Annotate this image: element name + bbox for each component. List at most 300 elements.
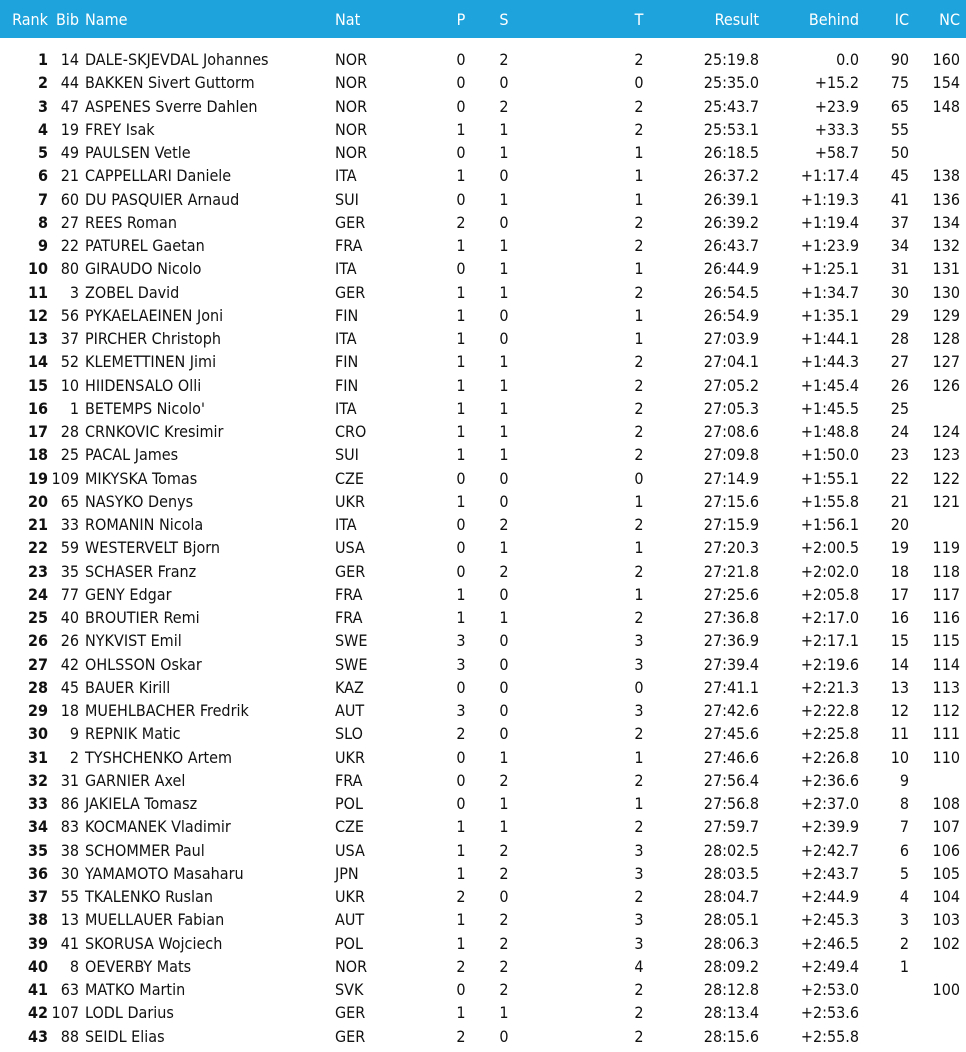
total-misses-cell: 1 — [634, 491, 644, 511]
athlete-name-cell: SCHASER Franz — [85, 561, 197, 581]
standing-misses-cell: 2 — [499, 910, 509, 930]
rank-cell: 32 — [27, 770, 48, 790]
nc-points-cell: 134 — [932, 212, 960, 232]
total-misses-cell: 3 — [634, 631, 644, 651]
standing-misses-cell: 0 — [499, 701, 509, 720]
bib-cell: 40 — [60, 608, 79, 627]
table-row — [0, 117, 966, 140]
nation-cell: SWE — [335, 654, 368, 674]
ic-points-cell: 21 — [890, 491, 909, 511]
standing-misses-cell: 0 — [499, 329, 509, 348]
ic-points-cell: 17 — [890, 584, 909, 604]
nc-points-cell: 103 — [932, 910, 960, 930]
result-time-cell: 26:39.2 — [703, 212, 759, 232]
athlete-name-cell: MATKO Martin — [85, 980, 186, 999]
nation-cell: AUT — [335, 701, 365, 720]
behind-cell: +2:39.9 — [800, 817, 859, 837]
behind-cell: +23.9 — [814, 96, 859, 116]
total-misses-cell: 1 — [634, 538, 644, 558]
behind-cell: 0.0 — [836, 50, 859, 69]
bib-cell: 21 — [60, 166, 79, 186]
result-time-cell: 28:06.3 — [703, 933, 759, 953]
ic-points-cell: 22 — [890, 468, 909, 488]
ic-points-cell: 5 — [899, 863, 909, 883]
prone-misses-cell: 2 — [456, 212, 466, 232]
result-time-cell: 27:39.4 — [703, 654, 759, 674]
nc-points-cell: 119 — [932, 538, 960, 558]
standing-misses-cell: 0 — [499, 305, 509, 325]
total-misses-cell: 2 — [634, 608, 644, 627]
prone-misses-cell: 1 — [456, 608, 466, 627]
nation-cell: SUI — [335, 445, 359, 465]
behind-cell: +2:42.7 — [800, 840, 859, 860]
nation-cell: FIN — [335, 352, 359, 372]
bib-cell: 13 — [60, 910, 79, 930]
result-time-cell: 27:05.3 — [703, 398, 759, 418]
nc-points-cell: 124 — [932, 422, 960, 441]
behind-cell: +1:56.1 — [800, 515, 859, 534]
rank-cell: 25 — [27, 608, 48, 627]
nc-points-cell: 122 — [932, 468, 960, 488]
rank-cell: 15 — [27, 375, 48, 395]
rank-cell: 38 — [27, 910, 48, 930]
nation-cell: POL — [335, 794, 364, 813]
table-row — [0, 47, 966, 70]
result-time-cell: 27:05.2 — [703, 375, 759, 395]
standing-misses-cell: 0 — [499, 212, 509, 232]
nc-points-cell: 127 — [932, 352, 960, 372]
rank-cell: 40 — [27, 956, 48, 976]
rank-cell: 36 — [27, 863, 48, 883]
result-time-cell: 28:13.4 — [703, 1003, 759, 1023]
prone-misses-cell: 2 — [456, 1026, 466, 1046]
ic-points-cell: 6 — [899, 840, 909, 860]
prone-misses-cell: 1 — [456, 445, 466, 465]
behind-cell: +1:45.4 — [800, 375, 859, 395]
behind-cell: +2:05.8 — [800, 584, 859, 604]
bib-cell: 44 — [60, 73, 79, 93]
behind-cell: +2:43.7 — [800, 863, 859, 883]
total-misses-cell: 2 — [634, 236, 644, 255]
bib-cell: 80 — [60, 259, 79, 279]
prone-misses-cell: 1 — [456, 817, 466, 837]
result-time-cell: 25:43.7 — [703, 96, 759, 116]
behind-cell: +2:53.6 — [800, 1003, 859, 1023]
ic-points-cell: 41 — [890, 189, 909, 209]
standing-misses-cell: 0 — [499, 584, 509, 604]
rank-cell: 4 — [37, 119, 48, 139]
ic-points-cell: 20 — [890, 515, 909, 534]
nation-cell: GER — [335, 1026, 366, 1046]
standing-misses-cell: 2 — [499, 980, 509, 999]
bib-cell: 9 — [69, 724, 79, 744]
nation-cell: FIN — [335, 375, 359, 395]
bib-cell: 26 — [60, 631, 79, 651]
standing-misses-cell: 0 — [499, 887, 509, 906]
nc-points-cell: 111 — [932, 724, 960, 744]
nc-points-cell: 131 — [932, 259, 960, 279]
result-time-cell: 28:02.5 — [703, 840, 759, 860]
nation-cell: SWE — [335, 631, 368, 651]
result-time-cell: 27:56.4 — [703, 770, 759, 790]
behind-cell: +1:23.9 — [800, 236, 859, 255]
table-row — [0, 512, 966, 535]
rank-cell: 34 — [27, 817, 48, 837]
rank-cell: 30 — [27, 724, 48, 744]
behind-cell: +2:17.0 — [800, 608, 859, 627]
standing-misses-cell: 1 — [499, 259, 509, 279]
standing-misses-cell: 2 — [499, 50, 509, 69]
rank-cell: 6 — [37, 166, 48, 186]
prone-misses-cell: 0 — [456, 189, 466, 209]
ic-points-cell: 1 — [899, 956, 909, 976]
header-ic: IC — [894, 10, 909, 29]
rank-cell: 2 — [37, 73, 48, 93]
prone-misses-cell: 1 — [456, 840, 466, 860]
total-misses-cell: 2 — [634, 119, 644, 139]
rank-cell: 3 — [37, 96, 48, 116]
standing-misses-cell: 0 — [499, 724, 509, 744]
total-misses-cell: 4 — [634, 956, 644, 976]
table-row — [0, 140, 966, 163]
athlete-name-cell: NYKVIST Emil — [85, 631, 182, 651]
total-misses-cell: 2 — [634, 375, 644, 395]
standing-misses-cell: 1 — [499, 747, 509, 767]
result-time-cell: 27:03.9 — [703, 329, 759, 348]
ic-points-cell: 28 — [890, 329, 909, 348]
standing-misses-cell: 1 — [499, 119, 509, 139]
table-row — [0, 721, 966, 744]
standing-misses-cell: 0 — [499, 1026, 509, 1046]
behind-cell: +2:26.8 — [800, 747, 859, 767]
nc-points-cell: 138 — [932, 166, 960, 186]
prone-misses-cell: 1 — [456, 1003, 466, 1023]
table-row — [0, 70, 966, 93]
total-misses-cell: 1 — [634, 166, 644, 186]
ic-points-cell: 13 — [890, 677, 909, 697]
ic-points-cell: 24 — [890, 422, 909, 441]
athlete-name-cell: MIKYSKA Tomas — [85, 468, 198, 488]
ic-points-cell: 27 — [890, 352, 909, 372]
behind-cell: +2:22.8 — [800, 701, 859, 720]
rank-cell: 22 — [27, 538, 48, 558]
rank-cell: 8 — [37, 212, 48, 232]
rank-cell: 9 — [37, 236, 48, 255]
athlete-name-cell: DU PASQUIER Arnaud — [85, 189, 240, 209]
table-row — [0, 1024, 966, 1047]
standing-misses-cell: 2 — [499, 515, 509, 534]
table-row — [0, 163, 966, 186]
prone-misses-cell: 1 — [456, 910, 466, 930]
athlete-name-cell: ROMANIN Nicola — [85, 515, 204, 534]
bib-cell: 31 — [60, 770, 79, 790]
result-time-cell: 28:05.1 — [703, 910, 759, 930]
behind-cell: +1:55.1 — [800, 468, 859, 488]
bib-cell: 88 — [60, 1026, 79, 1046]
behind-cell: +2:44.9 — [800, 887, 859, 906]
bib-cell: 37 — [60, 329, 79, 348]
prone-misses-cell: 1 — [456, 863, 466, 883]
behind-cell: +2:37.0 — [800, 794, 859, 813]
standing-misses-cell: 1 — [499, 189, 509, 209]
ic-points-cell: 29 — [890, 305, 909, 325]
bib-cell: 65 — [60, 491, 79, 511]
nc-points-cell: 130 — [932, 282, 960, 302]
bib-cell: 22 — [60, 236, 79, 255]
nation-cell: JPN — [335, 863, 359, 883]
behind-cell: +1:34.7 — [800, 282, 859, 302]
athlete-name-cell: KLEMETTINEN Jimi — [85, 352, 217, 372]
behind-cell: +15.2 — [814, 73, 859, 93]
rank-cell: 39 — [27, 933, 48, 953]
table-row — [0, 931, 966, 954]
nation-cell: POL — [335, 933, 364, 953]
behind-cell: +2:19.6 — [800, 654, 859, 674]
ic-points-cell: 50 — [890, 143, 909, 162]
rank-cell: 17 — [27, 422, 48, 441]
nation-cell: SUI — [335, 189, 359, 209]
prone-misses-cell: 1 — [456, 305, 466, 325]
nc-points-cell: 126 — [932, 375, 960, 395]
bib-cell: 3 — [69, 282, 79, 302]
nation-cell: NOR — [335, 96, 368, 116]
athlete-name-cell: WESTERVELT Bjorn — [85, 538, 221, 558]
bib-cell: 30 — [60, 863, 79, 883]
behind-cell: +2:17.1 — [800, 631, 859, 651]
header-prone: P — [456, 10, 466, 29]
behind-cell: +2:55.8 — [800, 1026, 859, 1046]
athlete-name-cell: CRNKOVIC Kresimir — [85, 422, 224, 441]
rank-cell: 42 — [27, 1003, 48, 1023]
nation-cell: ITA — [335, 259, 357, 279]
total-misses-cell: 1 — [634, 189, 644, 209]
ic-points-cell: 26 — [890, 375, 909, 395]
nc-points-cell: 106 — [932, 840, 960, 860]
nation-cell: UKR — [335, 747, 365, 767]
ic-points-cell: 9 — [899, 770, 909, 790]
header-bib: Bib — [55, 10, 79, 29]
rank-cell: 1 — [37, 50, 48, 69]
nation-cell: ITA — [335, 166, 357, 186]
bib-cell: 83 — [60, 817, 79, 837]
ic-points-cell: 65 — [890, 96, 909, 116]
prone-misses-cell: 1 — [456, 329, 466, 348]
athlete-name-cell: REPNIK Matic — [85, 724, 181, 744]
result-time-cell: 27:36.8 — [703, 608, 759, 627]
result-time-cell: 25:53.1 — [703, 119, 759, 139]
standing-misses-cell: 1 — [499, 398, 509, 418]
rank-cell: 11 — [27, 282, 48, 302]
bib-cell: 86 — [60, 794, 79, 813]
bib-cell: 56 — [60, 305, 79, 325]
athlete-name-cell: SEIDL Elias — [85, 1026, 165, 1046]
standing-misses-cell: 0 — [499, 491, 509, 511]
total-misses-cell: 2 — [634, 398, 644, 418]
nc-points-cell: 100 — [932, 980, 960, 999]
prone-misses-cell: 1 — [456, 375, 466, 395]
prone-misses-cell: 3 — [456, 654, 466, 674]
nation-cell: NOR — [335, 73, 368, 93]
table-row — [0, 745, 966, 768]
ic-points-cell: 23 — [890, 445, 909, 465]
bib-cell: 14 — [60, 50, 79, 69]
total-misses-cell: 2 — [634, 96, 644, 116]
rank-cell: 12 — [27, 305, 48, 325]
bib-cell: 28 — [60, 422, 79, 441]
ic-points-cell: 90 — [890, 50, 909, 69]
total-misses-cell: 3 — [634, 910, 644, 930]
table-row — [0, 466, 966, 489]
athlete-name-cell: SCHOMMER Paul — [85, 840, 205, 860]
bib-cell: 2 — [69, 747, 79, 767]
athlete-name-cell: BETEMPS Nicolo' — [85, 398, 205, 418]
ic-points-cell: 34 — [890, 236, 909, 255]
prone-misses-cell: 0 — [456, 96, 466, 116]
standing-misses-cell: 1 — [499, 375, 509, 395]
nation-cell: FRA — [335, 608, 363, 627]
total-misses-cell: 1 — [634, 329, 644, 348]
result-time-cell: 26:43.7 — [703, 236, 759, 255]
total-misses-cell: 1 — [634, 747, 644, 767]
athlete-name-cell: FREY Isak — [85, 119, 155, 139]
header-result: Result — [714, 10, 759, 29]
prone-misses-cell: 2 — [456, 887, 466, 906]
result-time-cell: 28:04.7 — [703, 887, 759, 906]
nation-cell: NOR — [335, 119, 368, 139]
ic-points-cell: 8 — [899, 794, 909, 813]
total-misses-cell: 1 — [634, 794, 644, 813]
results-table-body — [0, 47, 966, 1047]
result-time-cell: 28:03.5 — [703, 863, 759, 883]
standing-misses-cell: 1 — [499, 817, 509, 837]
behind-cell: +1:17.4 — [800, 166, 859, 186]
nc-points-cell: 154 — [932, 73, 960, 93]
nc-points-cell: 136 — [932, 189, 960, 209]
athlete-name-cell: PAULSEN Vetle — [85, 143, 191, 162]
nation-cell: SLO — [335, 724, 363, 744]
standing-misses-cell: 0 — [499, 166, 509, 186]
behind-cell: +2:02.0 — [800, 561, 859, 581]
bib-cell: 1 — [69, 398, 79, 418]
result-time-cell: 25:19.8 — [703, 50, 759, 69]
prone-misses-cell: 3 — [456, 701, 466, 720]
standing-misses-cell: 0 — [499, 468, 509, 488]
rank-cell: 16 — [27, 398, 48, 418]
table-row — [0, 326, 966, 349]
behind-cell: +2:46.5 — [800, 933, 859, 953]
prone-misses-cell: 1 — [456, 282, 466, 302]
nc-points-cell: 117 — [932, 584, 960, 604]
rank-cell: 26 — [27, 631, 48, 651]
ic-points-cell: 2 — [899, 933, 909, 953]
table-row — [0, 675, 966, 698]
prone-misses-cell: 1 — [456, 236, 466, 255]
bib-cell: 107 — [51, 1003, 79, 1023]
table-row — [0, 210, 966, 233]
standing-misses-cell: 1 — [499, 608, 509, 627]
behind-cell: +1:35.1 — [800, 305, 859, 325]
nation-cell: FIN — [335, 305, 359, 325]
bib-cell: 59 — [60, 538, 79, 558]
nation-cell: ITA — [335, 515, 357, 534]
bib-cell: 45 — [60, 677, 79, 697]
total-misses-cell: 2 — [634, 422, 644, 441]
result-time-cell: 27:15.9 — [703, 515, 759, 534]
bib-cell: 63 — [60, 980, 79, 999]
prone-misses-cell: 1 — [456, 166, 466, 186]
nc-points-cell: 128 — [932, 329, 960, 348]
total-misses-cell: 2 — [634, 1003, 644, 1023]
result-time-cell: 27:36.9 — [703, 631, 759, 651]
athlete-name-cell: HIIDENSALO Olli — [85, 375, 202, 395]
athlete-name-cell: BAKKEN Sivert Guttorm — [85, 73, 255, 93]
athlete-name-cell: KOCMANEK Vladimir — [85, 817, 231, 837]
rank-cell: 43 — [27, 1026, 48, 1046]
standing-misses-cell: 1 — [499, 352, 509, 372]
prone-misses-cell: 0 — [456, 259, 466, 279]
prone-misses-cell: 0 — [456, 468, 466, 488]
standing-misses-cell: 2 — [499, 863, 509, 883]
result-time-cell: 26:54.9 — [703, 305, 759, 325]
nation-cell: UKR — [335, 887, 365, 906]
table-row — [0, 884, 966, 907]
ic-points-cell: 4 — [899, 887, 909, 906]
rank-cell: 14 — [27, 352, 48, 372]
athlete-name-cell: MUEHLBACHER Fredrik — [85, 701, 249, 720]
nation-cell: CZE — [335, 817, 365, 837]
total-misses-cell: 3 — [634, 654, 644, 674]
table-row — [0, 94, 966, 117]
prone-misses-cell: 2 — [456, 956, 466, 976]
standing-misses-cell: 2 — [499, 561, 509, 581]
standing-misses-cell: 1 — [499, 1003, 509, 1023]
standing-misses-cell: 1 — [499, 422, 509, 441]
behind-cell: +2:45.3 — [800, 910, 859, 930]
behind-cell: +2:21.3 — [800, 677, 859, 697]
nation-cell: GER — [335, 561, 366, 581]
table-row — [0, 977, 966, 1000]
header-behind: Behind — [808, 10, 859, 29]
table-row — [0, 652, 966, 675]
athlete-name-cell: TKALENKO Ruslan — [85, 887, 213, 906]
header-nat: Nat — [335, 10, 361, 29]
table-row — [0, 303, 966, 326]
table-row — [0, 814, 966, 837]
nation-cell: UKR — [335, 491, 365, 511]
table-row — [0, 419, 966, 442]
prone-misses-cell: 0 — [456, 515, 466, 534]
header-total: T — [634, 10, 644, 29]
nation-cell: USA — [335, 538, 365, 558]
behind-cell: +2:00.5 — [800, 538, 859, 558]
standing-misses-cell: 2 — [499, 770, 509, 790]
prone-misses-cell: 1 — [456, 584, 466, 604]
header-standing: S — [499, 10, 509, 29]
table-row — [0, 373, 966, 396]
bib-cell: 18 — [60, 701, 79, 720]
result-time-cell: 28:09.2 — [703, 956, 759, 976]
behind-cell: +2:53.0 — [800, 980, 859, 999]
table-row — [0, 1000, 966, 1023]
total-misses-cell: 0 — [634, 677, 644, 697]
rank-cell: 19 — [27, 468, 48, 488]
athlete-name-cell: MUELLAUER Fabian — [85, 910, 225, 930]
nation-cell: KAZ — [335, 677, 364, 697]
bib-cell: 25 — [60, 445, 79, 465]
result-time-cell: 27:20.3 — [703, 538, 759, 558]
prone-misses-cell: 0 — [456, 73, 466, 93]
table-row — [0, 838, 966, 861]
